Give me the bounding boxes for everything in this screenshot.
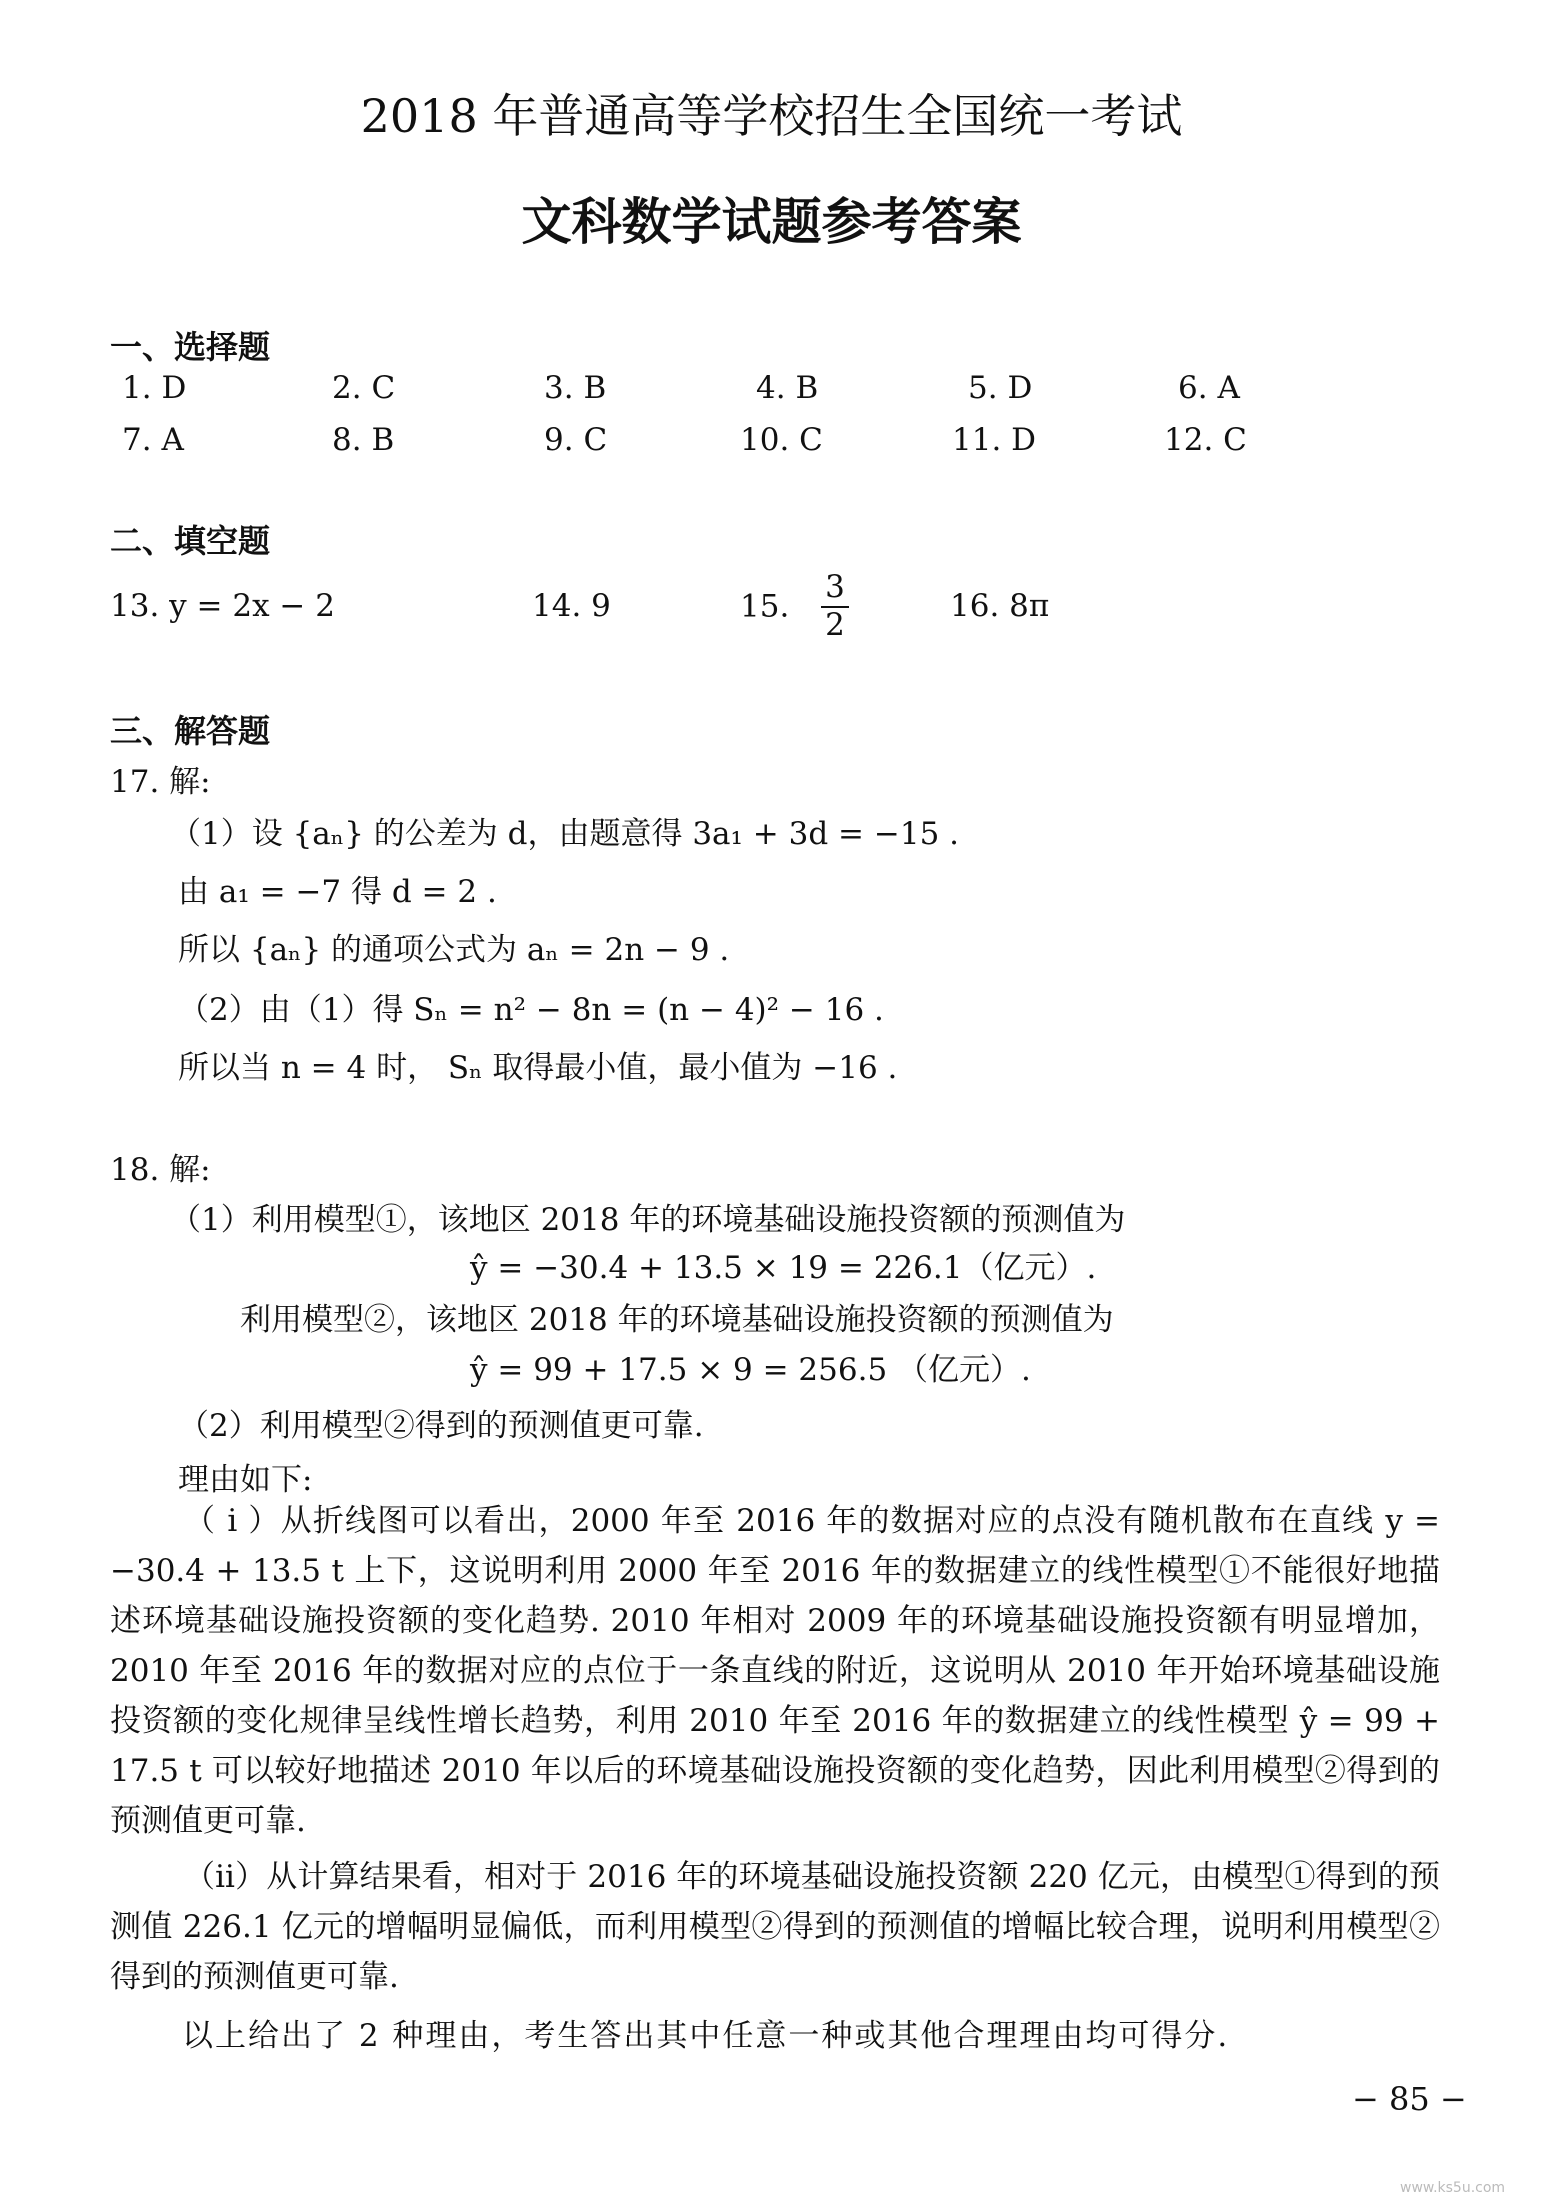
- problem-18-formula: ŷ = −30.4 + 13.5 × 19 = 226.1（亿元）.: [470, 1250, 1097, 1286]
- choice-answer: 7. A: [122, 422, 184, 458]
- choice-answer: 2. C: [332, 370, 396, 406]
- choice-answer: 12. C: [1164, 422, 1247, 458]
- choice-answer: 11. D: [952, 422, 1037, 458]
- reason-ii-paragraph: （ii）从计算结果看，相对于 2016 年的环境基础设施投资额 220 亿元，由模型①得到的预测值 226.1 亿元的增幅明显偏低，而利用模型②得到的预测值的增幅比较合理，说明利用模型②得到的预测值更可靠.: [110, 1859, 1440, 1995]
- section-heading-fill: 二、填空题: [110, 522, 271, 560]
- problem-18-line: （1）利用模型①，该地区 2018 年的环境基础设施投资额的预测值为: [170, 1202, 1126, 1238]
- fraction: $\frac{3}{2}$: [821, 570, 849, 643]
- section-heading-solution: 三、解答题: [110, 712, 271, 750]
- answer-key-title: 文科数学试题参考答案: [521, 192, 1022, 251]
- problem-17-line: 所以 {aₙ} 的通项公式为 aₙ = 2n − 9 .: [178, 932, 730, 968]
- choice-answer: 9. C: [544, 422, 608, 458]
- reason-i-paragraph: （ i ）从折线图可以看出，2000 年至 2016 年的数据对应的点没有随机散布在直线 y = −30.4 + 13.5 t 上下，这说明利用 2000 年至 2016 年的数据建立的线性模型①不能很好地描述环境基础设施投资额的变化趋势. 2010 年相对 2009 年的环境基础设施投资额有明显增加，2010 年至 2016 年的数据对应的点位于一条直线的附近，这说明从 2010 年开始环境基础设施投资额的变化规律呈线性增长趋势，利用 2010 年至 2016 年的数据建立的线性模型 ŷ = 99 + 17.5 t 可以较好地描述 2010 年以后的环境基础设施投资额的变化趋势，因此利用模型②得到的预测值更可靠.: [110, 1503, 1440, 1839]
- section-heading-choice: 一、选择题: [110, 328, 271, 366]
- problem-18-line: （2）利用模型②得到的预测值更可靠.: [178, 1408, 704, 1444]
- watermark-logo: www.ks5u.com: [1400, 2180, 1506, 2196]
- problem-18-formula: ŷ = 99 + 17.5 × 9 = 256.5 （亿元）.: [470, 1352, 1031, 1388]
- problem-18-label: 18. 解:: [110, 1152, 211, 1188]
- closing-note: 以上给出了 2 种理由，考生答出其中任意一种或其他合理理由均可得分.: [182, 2018, 1230, 2054]
- choice-answer: 4. B: [756, 370, 819, 406]
- fill-answer-15: [740, 570, 849, 643]
- problem-17-line: （2）由（1）得 Sₙ = n² − 8n = (n − 4)² − 16 .: [178, 992, 884, 1028]
- choice-answer: 10. C: [740, 422, 823, 458]
- choice-answer: 1. D: [122, 370, 187, 406]
- choice-answer: 8. B: [332, 422, 395, 458]
- exam-title: 2018 年普通高等学校招生全国统一考试: [360, 89, 1183, 143]
- fill-answer-16: 16. 8π: [950, 588, 1050, 624]
- choice-answer: 6. A: [1178, 370, 1240, 406]
- fill-answer-13: 13. y = 2x − 2: [110, 588, 335, 624]
- page-number: − 85 −: [1352, 2080, 1467, 2118]
- problem-18-line: 理由如下:: [178, 1462, 313, 1498]
- problem-17-line: 由 a₁ = −7 得 d = 2 .: [178, 874, 497, 910]
- problem-17-label: 17. 解:: [110, 764, 211, 800]
- choice-answer: 3. B: [544, 370, 607, 406]
- problem-17-line: （1）设 {aₙ} 的公差为 d，由题意得 3a₁ + 3d = −15 .: [170, 816, 960, 852]
- fill-answer-14: 14. 9: [532, 588, 611, 624]
- choice-answer: 5. D: [968, 370, 1033, 406]
- fill-answer-15-label: 15.: [740, 588, 790, 625]
- problem-18-line: 利用模型②，该地区 2018 年的环境基础设施投资额的预测值为: [240, 1302, 1114, 1338]
- problem-17-line: 所以当 n = 4 时， Sₙ 取得最小值，最小值为 −16 .: [178, 1050, 898, 1086]
